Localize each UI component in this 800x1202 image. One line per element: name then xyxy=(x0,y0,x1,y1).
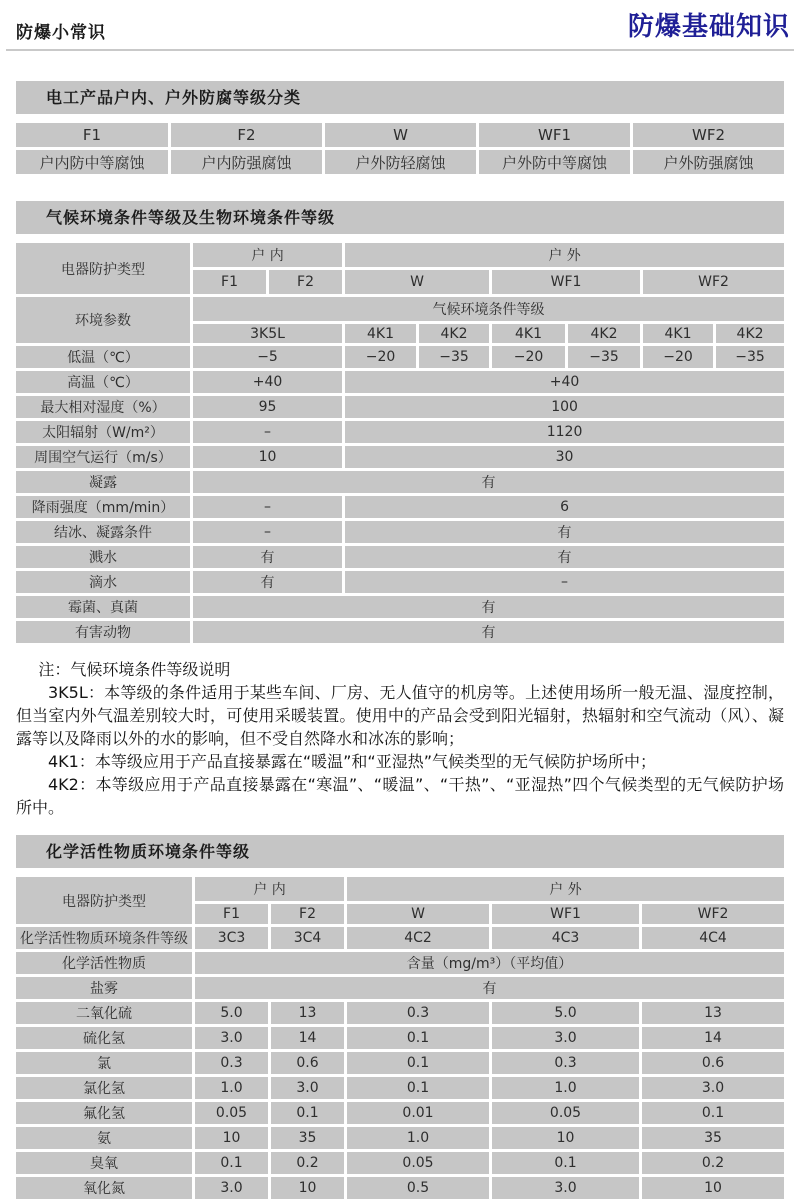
table-row xyxy=(16,421,784,443)
table-cell: 13 xyxy=(642,1002,784,1024)
table-cell: 0.1 xyxy=(271,1102,344,1124)
table-cell: 溅水 xyxy=(16,546,190,568)
table-cell: 4C4 xyxy=(642,927,784,949)
table-row xyxy=(16,496,784,518)
table-cell: 电器防护类型 xyxy=(16,877,192,924)
table-row xyxy=(16,396,784,418)
table-cell: 户内防强腐蚀 xyxy=(171,150,322,174)
table-row xyxy=(16,243,784,267)
table-cell: 14 xyxy=(642,1027,784,1049)
table-cell: 户 内 xyxy=(193,243,342,267)
table-cell: 1.0 xyxy=(195,1077,268,1099)
table-cell: 氯化氢 xyxy=(16,1077,192,1099)
table-cell: F1 xyxy=(195,904,268,924)
table-cell: 4C2 xyxy=(347,927,489,949)
page-title: 防爆基础知识 xyxy=(627,12,790,42)
table-cell: 户外防强腐蚀 xyxy=(633,150,784,174)
table-cell: 13 xyxy=(271,1002,344,1024)
table-cell: W xyxy=(345,270,489,294)
table-cell: 6 xyxy=(345,496,784,518)
table-cell: 户 内 xyxy=(195,877,344,901)
section-title-corrosion: 电工产品户内、户外防腐等级分类 xyxy=(16,81,784,114)
table-cell: 0.05 xyxy=(492,1102,639,1124)
table-cell: 3.0 xyxy=(492,1177,639,1199)
table-cell: WF1 xyxy=(492,904,639,924)
table-cell: 有 xyxy=(345,521,784,543)
table-cell: 周围空气运行（m/s） xyxy=(16,446,190,468)
table-cell: WF2 xyxy=(633,123,784,147)
table-cell: F1 xyxy=(16,123,168,147)
table-cell: 最大相对湿度（%） xyxy=(16,396,190,418)
table-cell: F2 xyxy=(271,904,344,924)
table-cell: WF1 xyxy=(492,270,640,294)
table-cell: 化学活性物质环境条件等级 xyxy=(16,927,192,949)
table-cell: 高温（℃） xyxy=(16,371,190,393)
table-cell: 有 xyxy=(195,977,784,999)
table-cell: 0.1 xyxy=(347,1027,489,1049)
table-cell: 户 外 xyxy=(347,877,784,901)
table-row xyxy=(16,1102,784,1124)
table-cell: 气候环境条件等级 xyxy=(193,297,784,321)
table-row xyxy=(16,1152,784,1174)
table-row xyxy=(16,1177,784,1199)
table-row xyxy=(16,546,784,568)
table-cell: F2 xyxy=(171,123,322,147)
table-row xyxy=(16,621,784,643)
table-cell: 0.3 xyxy=(347,1002,489,1024)
table-cell: 硫化氢 xyxy=(16,1027,192,1049)
table-row xyxy=(16,952,784,974)
page-subtitle: 防爆小常识 xyxy=(16,23,106,43)
table-cell: 0.3 xyxy=(195,1052,268,1074)
table-cell: +40 xyxy=(345,371,784,393)
table-row xyxy=(16,471,784,493)
table-cell: 霉菌、真菌 xyxy=(16,596,190,618)
table-cell: 1120 xyxy=(345,421,784,443)
table-row xyxy=(16,150,784,174)
section-title-chemical: 化学活性物质环境条件等级 xyxy=(16,835,784,868)
table-row xyxy=(16,571,784,593)
table-cell: WF2 xyxy=(642,904,784,924)
table-cell: 0.6 xyxy=(271,1052,344,1074)
table-cell: – xyxy=(193,421,342,443)
table-cell: 太阳辐射（W/m²） xyxy=(16,421,190,443)
table-row xyxy=(16,521,784,543)
table-cell: 二氧化硫 xyxy=(16,1002,192,1024)
table-cell: 0.3 xyxy=(492,1052,639,1074)
table-cell: 3C4 xyxy=(271,927,344,949)
table-cell: 95 xyxy=(193,396,342,418)
table-cell: 有 xyxy=(193,546,342,568)
table-cell: 3.0 xyxy=(195,1177,268,1199)
table-cell: 0.6 xyxy=(642,1052,784,1074)
table-cell: −20 xyxy=(345,346,416,368)
table-cell: 户 外 xyxy=(345,243,784,267)
table-cell: 4K2 xyxy=(419,324,489,343)
table-cell: 电器防护类型 xyxy=(16,243,190,294)
table-cell: 10 xyxy=(492,1127,639,1149)
table-cell: WF2 xyxy=(643,270,784,294)
note-line: 注：气候环境条件等级说明 xyxy=(38,660,231,679)
table-cell: 10 xyxy=(193,446,342,468)
table-row xyxy=(16,1077,784,1099)
table-cell: F2 xyxy=(269,270,342,294)
section-title-climate: 气候环境条件等级及生物环境条件等级 xyxy=(16,201,784,234)
table-cell: 5.0 xyxy=(492,1002,639,1024)
table-cell: 3.0 xyxy=(642,1077,784,1099)
table-cell: 有 xyxy=(193,596,784,618)
table-cell: 0.2 xyxy=(271,1152,344,1174)
table-cell: 5.0 xyxy=(195,1002,268,1024)
table-cell: WF1 xyxy=(479,123,630,147)
table-row xyxy=(16,977,784,999)
table-cell: 0.5 xyxy=(347,1177,489,1199)
table-cell: W xyxy=(325,123,476,147)
table-cell: 有害动物 xyxy=(16,621,190,643)
table-cell: 氟化氢 xyxy=(16,1102,192,1124)
table-cell: – xyxy=(345,571,784,593)
table-cell: 0.01 xyxy=(347,1102,489,1124)
table-cell: 4C3 xyxy=(492,927,639,949)
table-cell: +40 xyxy=(193,371,342,393)
table-cell: 4K1 xyxy=(643,324,713,343)
table-cell: 10 xyxy=(271,1177,344,1199)
table-cell: 0.1 xyxy=(492,1152,639,1174)
table-cell: 0.2 xyxy=(642,1152,784,1174)
table-row xyxy=(16,1127,784,1149)
table-cell: 有 xyxy=(193,571,342,593)
table-cell: 10 xyxy=(642,1177,784,1199)
table-cell: 0.1 xyxy=(347,1077,489,1099)
table-cell: 14 xyxy=(271,1027,344,1049)
note-line: 3K5L：本等级的条件适用于某些车间、厂房、无人值守的机房等。上述使用场所一般无温、湿度控制，但当室内外气温差别较大时，可使用采暖装置。使用中的产品会受到阳光辐射，热辐射和空气流动（风）、凝露等以及降雨以外的水的影响，但不受自然降水和冰冻的影响； xyxy=(16,683,784,748)
table-cell: 0.05 xyxy=(195,1102,268,1124)
table-cell: −5 xyxy=(193,346,342,368)
table-row xyxy=(16,123,784,147)
table-cell: −20 xyxy=(643,346,713,368)
table-cell: 0.1 xyxy=(195,1152,268,1174)
table-cell: 户外防中等腐蚀 xyxy=(479,150,630,174)
table-cell: 10 xyxy=(195,1127,268,1149)
table-cell: W xyxy=(347,904,489,924)
climate-condition-table xyxy=(13,240,787,646)
table-row xyxy=(16,371,784,393)
table-cell: −20 xyxy=(492,346,565,368)
table-cell: 100 xyxy=(345,396,784,418)
table-row xyxy=(16,1027,784,1049)
corrosion-grade-table xyxy=(13,120,787,177)
table-cell: 有 xyxy=(193,621,784,643)
table-row xyxy=(16,297,784,321)
table-cell: 户外防轻腐蚀 xyxy=(325,150,476,174)
table-cell: 4K1 xyxy=(492,324,565,343)
table-cell: 3C3 xyxy=(195,927,268,949)
table-cell: 35 xyxy=(271,1127,344,1149)
table-cell: 有 xyxy=(193,471,784,493)
page-header xyxy=(0,0,800,47)
table-cell: 4K2 xyxy=(716,324,784,343)
table-cell: 低温（℃） xyxy=(16,346,190,368)
table-cell: 结冰、凝露条件 xyxy=(16,521,190,543)
table-cell: 1.0 xyxy=(492,1077,639,1099)
table-cell: – xyxy=(193,496,342,518)
table-cell: 4K1 xyxy=(345,324,416,343)
table-cell: 35 xyxy=(642,1127,784,1149)
table-cell: 3.0 xyxy=(271,1077,344,1099)
table-row xyxy=(16,446,784,468)
table-cell: 0.05 xyxy=(347,1152,489,1174)
table-cell: F1 xyxy=(193,270,266,294)
note-line: 4K1：本等级应用于产品直接暴露在“暖温”和“亚湿热”气候类型的无气候防护场所中； xyxy=(48,752,657,771)
table-cell: 含量（mg/m³）（平均值） xyxy=(195,952,784,974)
table-cell: 3K5L xyxy=(193,324,342,343)
table-cell: 1.0 xyxy=(347,1127,489,1149)
table-cell: −35 xyxy=(716,346,784,368)
table-cell: 3.0 xyxy=(195,1027,268,1049)
table-cell: −35 xyxy=(568,346,640,368)
table-row xyxy=(16,927,784,949)
table-cell: 0.1 xyxy=(642,1102,784,1124)
table-cell: 氯 xyxy=(16,1052,192,1074)
table-cell: 降雨强度（mm/min） xyxy=(16,496,190,518)
table-cell: 滴水 xyxy=(16,571,190,593)
table-cell: 0.1 xyxy=(347,1052,489,1074)
table-cell: 30 xyxy=(345,446,784,468)
table-cell: 环境参数 xyxy=(16,297,190,343)
table-cell: 4K2 xyxy=(568,324,640,343)
notes-block xyxy=(16,658,784,819)
chemical-condition-table xyxy=(13,874,787,1202)
table-row xyxy=(16,346,784,368)
table-cell: 户内防中等腐蚀 xyxy=(16,150,168,174)
table-cell: 氧化氮 xyxy=(16,1177,192,1199)
table-cell: 3.0 xyxy=(492,1027,639,1049)
table-cell: 凝露 xyxy=(16,471,190,493)
table-row xyxy=(16,1052,784,1074)
table-row xyxy=(16,596,784,618)
note-line: 4K2：本等级应用于产品直接暴露在“寒温”、“暖温”、“干热”、“亚湿热”四个气候类型的无气候防护场所中。 xyxy=(16,775,784,817)
table-row xyxy=(16,877,784,901)
table-cell: −35 xyxy=(419,346,489,368)
table-cell: 有 xyxy=(345,546,784,568)
table-cell: 臭氧 xyxy=(16,1152,192,1174)
table-cell: 盐雾 xyxy=(16,977,192,999)
table-cell: 氨 xyxy=(16,1127,192,1149)
table-row xyxy=(16,1002,784,1024)
header-divider xyxy=(6,49,794,51)
table-cell: – xyxy=(193,521,342,543)
table-cell: 化学活性物质 xyxy=(16,952,192,974)
